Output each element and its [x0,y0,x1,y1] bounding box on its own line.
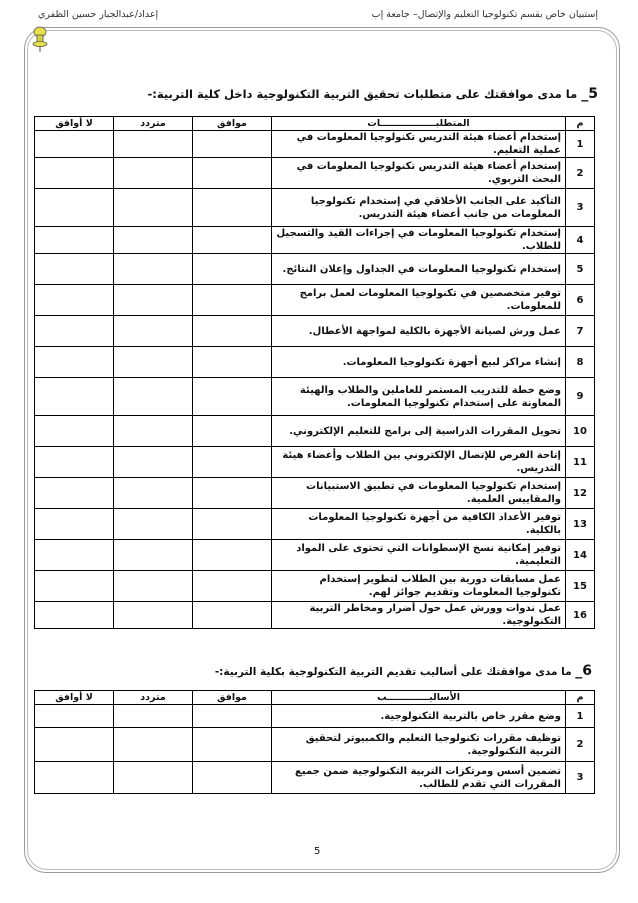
header-num: م [566,691,595,705]
neutral-cell[interactable] [114,728,193,762]
table-row [35,285,595,316]
row-number: 7 [566,316,595,347]
header-agree: موافق [193,691,272,705]
disagree-cell[interactable] [35,728,114,762]
disagree-cell[interactable] [35,158,114,189]
question-5-title [148,86,598,102]
row-statement: إستخدام أعضاء هيئة التدريس تكنولوجيا المعلومات في البحث التربوي. [272,158,566,189]
row-statement: توفير إمكانية نسخ الإسطوانات التي تحتوى على المواد التعليمية. [272,540,566,571]
table-row [35,254,595,285]
agree-cell[interactable] [193,254,272,285]
table-row [35,227,595,254]
disagree-cell[interactable] [35,227,114,254]
disagree-cell[interactable] [35,347,114,378]
row-statement: إستخدام تكنولوجيا المعلومات في إجراءات القيد والتسجيل للطلاب. [272,227,566,254]
disagree-cell[interactable] [35,254,114,285]
row-statement: إستخدام تكنولوجيا المعلومات في تطبيق الاستبيانات والمقاييس العلمية. [272,478,566,509]
neutral-cell[interactable] [114,227,193,254]
disagree-cell[interactable] [35,762,114,794]
agree-cell[interactable] [193,762,272,794]
question-5-text: ما مدى موافقتك على متطلبات تحقيق التربية التكنولوجية داخل كلية التربية:- [147,87,578,101]
disagree-cell[interactable] [35,378,114,416]
agree-cell[interactable] [193,347,272,378]
neutral-cell[interactable] [114,254,193,285]
row-number: 5 [566,254,595,285]
neutral-cell[interactable] [114,378,193,416]
disagree-cell[interactable] [35,416,114,447]
row-statement: توفير الأعداد الكافية من أجهزة تكنولوجيا المعلومات بالكلية. [272,509,566,540]
disagree-cell[interactable] [35,447,114,478]
row-number: 11 [566,447,595,478]
header-neutral: متردد [114,691,193,705]
table-row [35,189,595,227]
disagree-cell[interactable] [35,705,114,728]
agree-cell[interactable] [193,728,272,762]
row-number: 10 [566,416,595,447]
row-number: 16 [566,602,595,629]
neutral-cell[interactable] [114,762,193,794]
row-statement: إتاحة الفرص للإتصال الإلكتروني بين الطلاب وأعضاء هيئة التدريس. [272,447,566,478]
table-row [35,378,595,416]
row-statement: تحويل المقررات الدراسية إلى برامج للتعليم الإلكتروني. [272,416,566,447]
disagree-cell[interactable] [35,189,114,227]
disagree-cell[interactable] [35,316,114,347]
row-number: 1 [566,705,595,728]
header-num: م [566,117,595,131]
row-number: 13 [566,509,595,540]
row-statement: إنشاء مراكز لبيع أجهزة تكنولوجيا المعلومات. [272,347,566,378]
row-number: 8 [566,347,595,378]
disagree-cell[interactable] [35,131,114,158]
row-number: 4 [566,227,595,254]
table-header-row [35,117,595,131]
question-5-table [34,116,595,629]
row-statement: عمل مسابقات دورية بين الطلاب لتطوير إستخدام تكنولوجيا المعلومات وتقديم جوائز لهم. [272,571,566,602]
neutral-cell[interactable] [114,416,193,447]
header-disagree: لا أوافق [35,691,114,705]
header-methods: الأساليـــــــــــــب [272,691,566,705]
neutral-cell[interactable] [114,285,193,316]
table-row [35,158,595,189]
table-row [35,728,595,762]
agree-cell[interactable] [193,705,272,728]
neutral-cell[interactable] [114,347,193,378]
neutral-cell[interactable] [114,540,193,571]
pushpin-icon [30,26,50,52]
row-number: 3 [566,762,595,794]
neutral-cell[interactable] [114,478,193,509]
table-row [35,316,595,347]
header-disagree: لا أوافق [35,117,114,131]
row-statement: توظيف مقررات تكنولوجيا التعليم والكمبيوتر لتحقيق التربية التكنولوجية. [272,728,566,762]
disagree-cell[interactable] [35,285,114,316]
header-agree: موافق [193,117,272,131]
row-statement: وضع مقرر خاص بالتربية التكنولوجية. [272,705,566,728]
row-statement: عمل ندوات وورش عمل حول أضرار ومخاطر التربية التكنولوجية. [272,602,566,629]
agree-cell[interactable] [193,478,272,509]
page-number: 5 [314,846,321,857]
agree-cell[interactable] [193,571,272,602]
agree-cell[interactable] [193,189,272,227]
row-statement: توفير متخصصين في تكنولوجيا المعلومات لعمل برامج للمعلومات. [272,285,566,316]
agree-cell[interactable] [193,285,272,316]
table-row [35,540,595,571]
table-row [35,447,595,478]
row-statement: إستخدام تكنولوجيا المعلومات في الجداول وإعلان النتائج. [272,254,566,285]
row-statement: عمل ورش لصيانة الأجهزة بالكلية لمواجهة الأعطال. [272,316,566,347]
disagree-cell[interactable] [35,478,114,509]
table-row [35,509,595,540]
disagree-cell[interactable] [35,602,114,629]
table-row [35,347,595,378]
header-author: إعداد/عبدالجبار حسين الظفري [38,9,159,20]
table-row [35,131,595,158]
neutral-cell[interactable] [114,131,193,158]
row-number: 3 [566,189,595,227]
agree-cell[interactable] [193,416,272,447]
neutral-cell[interactable] [114,158,193,189]
row-number: 12 [566,478,595,509]
table-row [35,571,595,602]
table-row [35,762,595,794]
question-5-number: 5_ [581,86,598,102]
table-row [35,602,595,629]
disagree-cell[interactable] [35,509,114,540]
neutral-cell[interactable] [114,602,193,629]
row-statement: تضمين أسس ومرتكزات التربية التكنولوجية ضمن جميع المقررات التي تقدم للطالب. [272,762,566,794]
row-statement: التأكيد على الجانب الأخلاقي في إستخدام تكنولوجيا المعلومات من جانب أعضاء هيئة التدريس. [272,189,566,227]
row-number: 2 [566,158,595,189]
agree-cell[interactable] [193,227,272,254]
agree-cell[interactable] [193,540,272,571]
question-6-title [215,663,592,679]
table-row [35,478,595,509]
row-statement: وضع خطة للتدريب المستمر للعاملين والطلاب والهيئة المعاونة على إستخدام تكنولوجيا المعلومات. [272,378,566,416]
question-6-table [34,690,595,794]
row-number: 15 [566,571,595,602]
agree-cell[interactable] [193,131,272,158]
neutral-cell[interactable] [114,316,193,347]
header-requirements: المتطلبـــــــــــــــــات [272,117,566,131]
table-header-row [35,691,595,705]
neutral-cell[interactable] [114,189,193,227]
neutral-cell[interactable] [114,571,193,602]
neutral-cell[interactable] [114,447,193,478]
row-number: 2 [566,728,595,762]
neutral-cell[interactable] [114,509,193,540]
agree-cell[interactable] [193,447,272,478]
header-survey-title: إستبيان خاص بقسم تكنولوجيا التعليم والإتصال– جامعة إب [371,9,598,20]
disagree-cell[interactable] [35,540,114,571]
header-neutral: متردد [114,117,193,131]
disagree-cell[interactable] [35,571,114,602]
agree-cell[interactable] [193,378,272,416]
table-row [35,416,595,447]
row-number: 9 [566,378,595,416]
agree-cell[interactable] [193,602,272,629]
row-number: 6 [566,285,595,316]
question-6-text: ما مدى موافقتك على أساليب تقديم التربية التكنولوجية بكلية التربية:- [214,666,572,678]
agree-cell[interactable] [193,316,272,347]
row-number: 14 [566,540,595,571]
neutral-cell[interactable] [114,705,193,728]
agree-cell[interactable] [193,158,272,189]
table-row [35,705,595,728]
row-statement: إستخدام أعضاء هيئة التدريس تكنولوجيا المعلومات في عملية التعليم. [272,131,566,158]
question-6-number: 6_ [575,663,592,679]
row-number: 1 [566,131,595,158]
agree-cell[interactable] [193,509,272,540]
